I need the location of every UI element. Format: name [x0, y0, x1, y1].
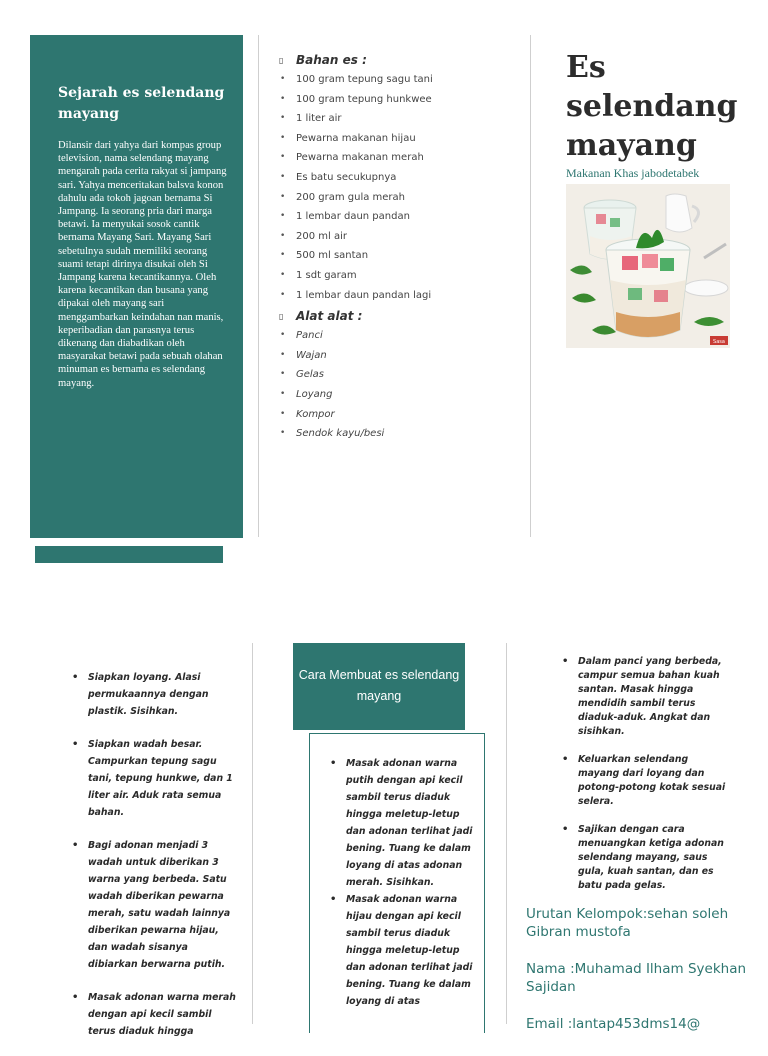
alat-list [279, 326, 509, 444]
list-item: • Sendok kayu/besi [279, 424, 509, 444]
bahan-heading [279, 50, 509, 70]
list-item: • Pewarna makanan merah [279, 148, 509, 168]
list-item: • Gelas [279, 365, 509, 385]
list-item: • Keluarkan selendang mayang dari loyang dan potong-potong kotak sesuai selera. [560, 753, 730, 809]
alat-heading [279, 306, 509, 326]
column-divider-right-page2 [506, 643, 507, 1024]
history-accent-bar [35, 546, 223, 563]
list-item: • Panci [279, 326, 509, 346]
list-item: • Siapkan loyang. Alasi permukaannya dengan plastik. Sisihkan. [70, 669, 240, 720]
cover-subtitle: Makanan Khas jabodetabek [566, 166, 700, 180]
column-divider-right [530, 35, 531, 537]
list-item: • Loyang [279, 385, 509, 405]
list-item: • 200 gram gula merah [279, 188, 509, 208]
history-body: Dilansir dari yahya dari kompas group television, nama selendang mayang mengarah pada cerita rakyat si jampang sari. Yahya menceritakan balsva konon dahulu ada tokoh jagoan bernama Si Jampang. Ia seorang pria dari marga betawi. Ia menyukai sosok cantik bernama Mayang Sari. Mayang Sari sebetulnya sudah memiliki seorang suami tetapi dirinya disukai oleh Si Jampang karena kecantikannya. Oleh karena kecantikan dan busana yang dipakai oleh mayang sari menggambarkan keindahan nan manis, keperibadian dan parasnya terus dikenang dan diabadikan oleh masyarakat betawi pada sebuah olahan minuman es bernama es selendang mayang. [58, 140, 227, 389]
list-item: • Dalam panci yang berbeda, campur semua bahan kuah santan. Masak hingga mendidih sambil terus diaduk-aduk. Angkat dan sisihkan. [560, 655, 730, 739]
history-panel [30, 35, 243, 538]
list-item: • Wajan [279, 346, 509, 366]
bahan-list [279, 70, 509, 305]
column-divider-left-page2 [252, 643, 253, 1024]
list-item: • 1 lembar daun pandan [279, 207, 509, 227]
list-item: • Es batu secukupnya [279, 168, 509, 188]
group-order: Urutan Kelompok:sehan soleh Gibran mustofa [526, 906, 729, 940]
list-item: • 100 gram tepung hunkwee [279, 90, 509, 110]
list-item: • 1 sdt garam [279, 266, 509, 286]
list-item: • 100 gram tepung sagu tani [279, 70, 509, 90]
list-item: • Bagi adonan menjadi 3 wadah untuk diberikan 3 warna yang berbeda. Satu wadah diberikan pewarna merah, satu wadah lainnya diberikan pewarna hijau, dan wadah sisanya dibiarkan berwarna putih. [70, 837, 240, 973]
list-item: • Kompor [279, 405, 509, 425]
history-title: Sejarah es selendang mayang [58, 85, 225, 122]
list-item: • Masak adonan warna hijau dengan api kecil sambil terus diaduk hingga meletup-letup dan adonan terlihat jadi bening. Tuang ke dalam loyang di atas [328, 891, 476, 1010]
list-item: • 200 ml air [279, 227, 509, 247]
photo-badge-text: Sasa [713, 339, 725, 345]
method-title: Cara Membuat es selendang mayang [298, 668, 460, 703]
steps-right-list [560, 655, 730, 907]
ingredients-section [279, 50, 509, 444]
list-item: • Sajikan dengan cara menuangkan ketiga adonan selendang mayang, saus gula, kuah santan, dan es batu pada gelas. [560, 823, 730, 893]
column-divider-left [258, 35, 259, 537]
cover-title: Es selendang mayang [566, 50, 738, 163]
list-item: • Siapkan wadah besar. Campurkan tepung sagu tani, tepung hunkwe, dan 1 liter air. Aduk rata semua bahan. [70, 736, 240, 821]
es-selendang-mayang-photo [566, 184, 730, 348]
list-item: • 1 liter air [279, 109, 509, 129]
list-item: • Masak adonan warna putih dengan api kecil sambil terus diaduk hingga meletup-letup dan adonan terlihat jadi bening. Tuang ke dalam loyang di atas adonan merah. Sisihkan. [328, 755, 476, 891]
method-title-panel [293, 643, 465, 730]
list-item: • 1 lembar daun pandan lagi [279, 286, 509, 306]
alat-heading-label: Alat alat : [296, 309, 363, 324]
steps-left-list [70, 669, 240, 1056]
list-item: • Pewarna makanan hijau [279, 129, 509, 149]
member-name: Nama :Muhamad Ilham Syekhan Sajidan [526, 961, 747, 995]
group-info [526, 905, 756, 1052]
heading-box-icon: ▯ [279, 311, 284, 321]
bahan-heading-label: Bahan es : [296, 53, 367, 67]
steps-middle-list [328, 755, 476, 1010]
member-email: Email :lantap453dms14@ [526, 1016, 701, 1032]
list-item: • Masak adonan warna merah dengan api kecil sambil terus diaduk hingga [70, 989, 240, 1040]
method-steps-panel [309, 733, 485, 1033]
heading-box-icon: ▯ [279, 55, 284, 65]
list-item: • 500 ml santan [279, 246, 509, 266]
